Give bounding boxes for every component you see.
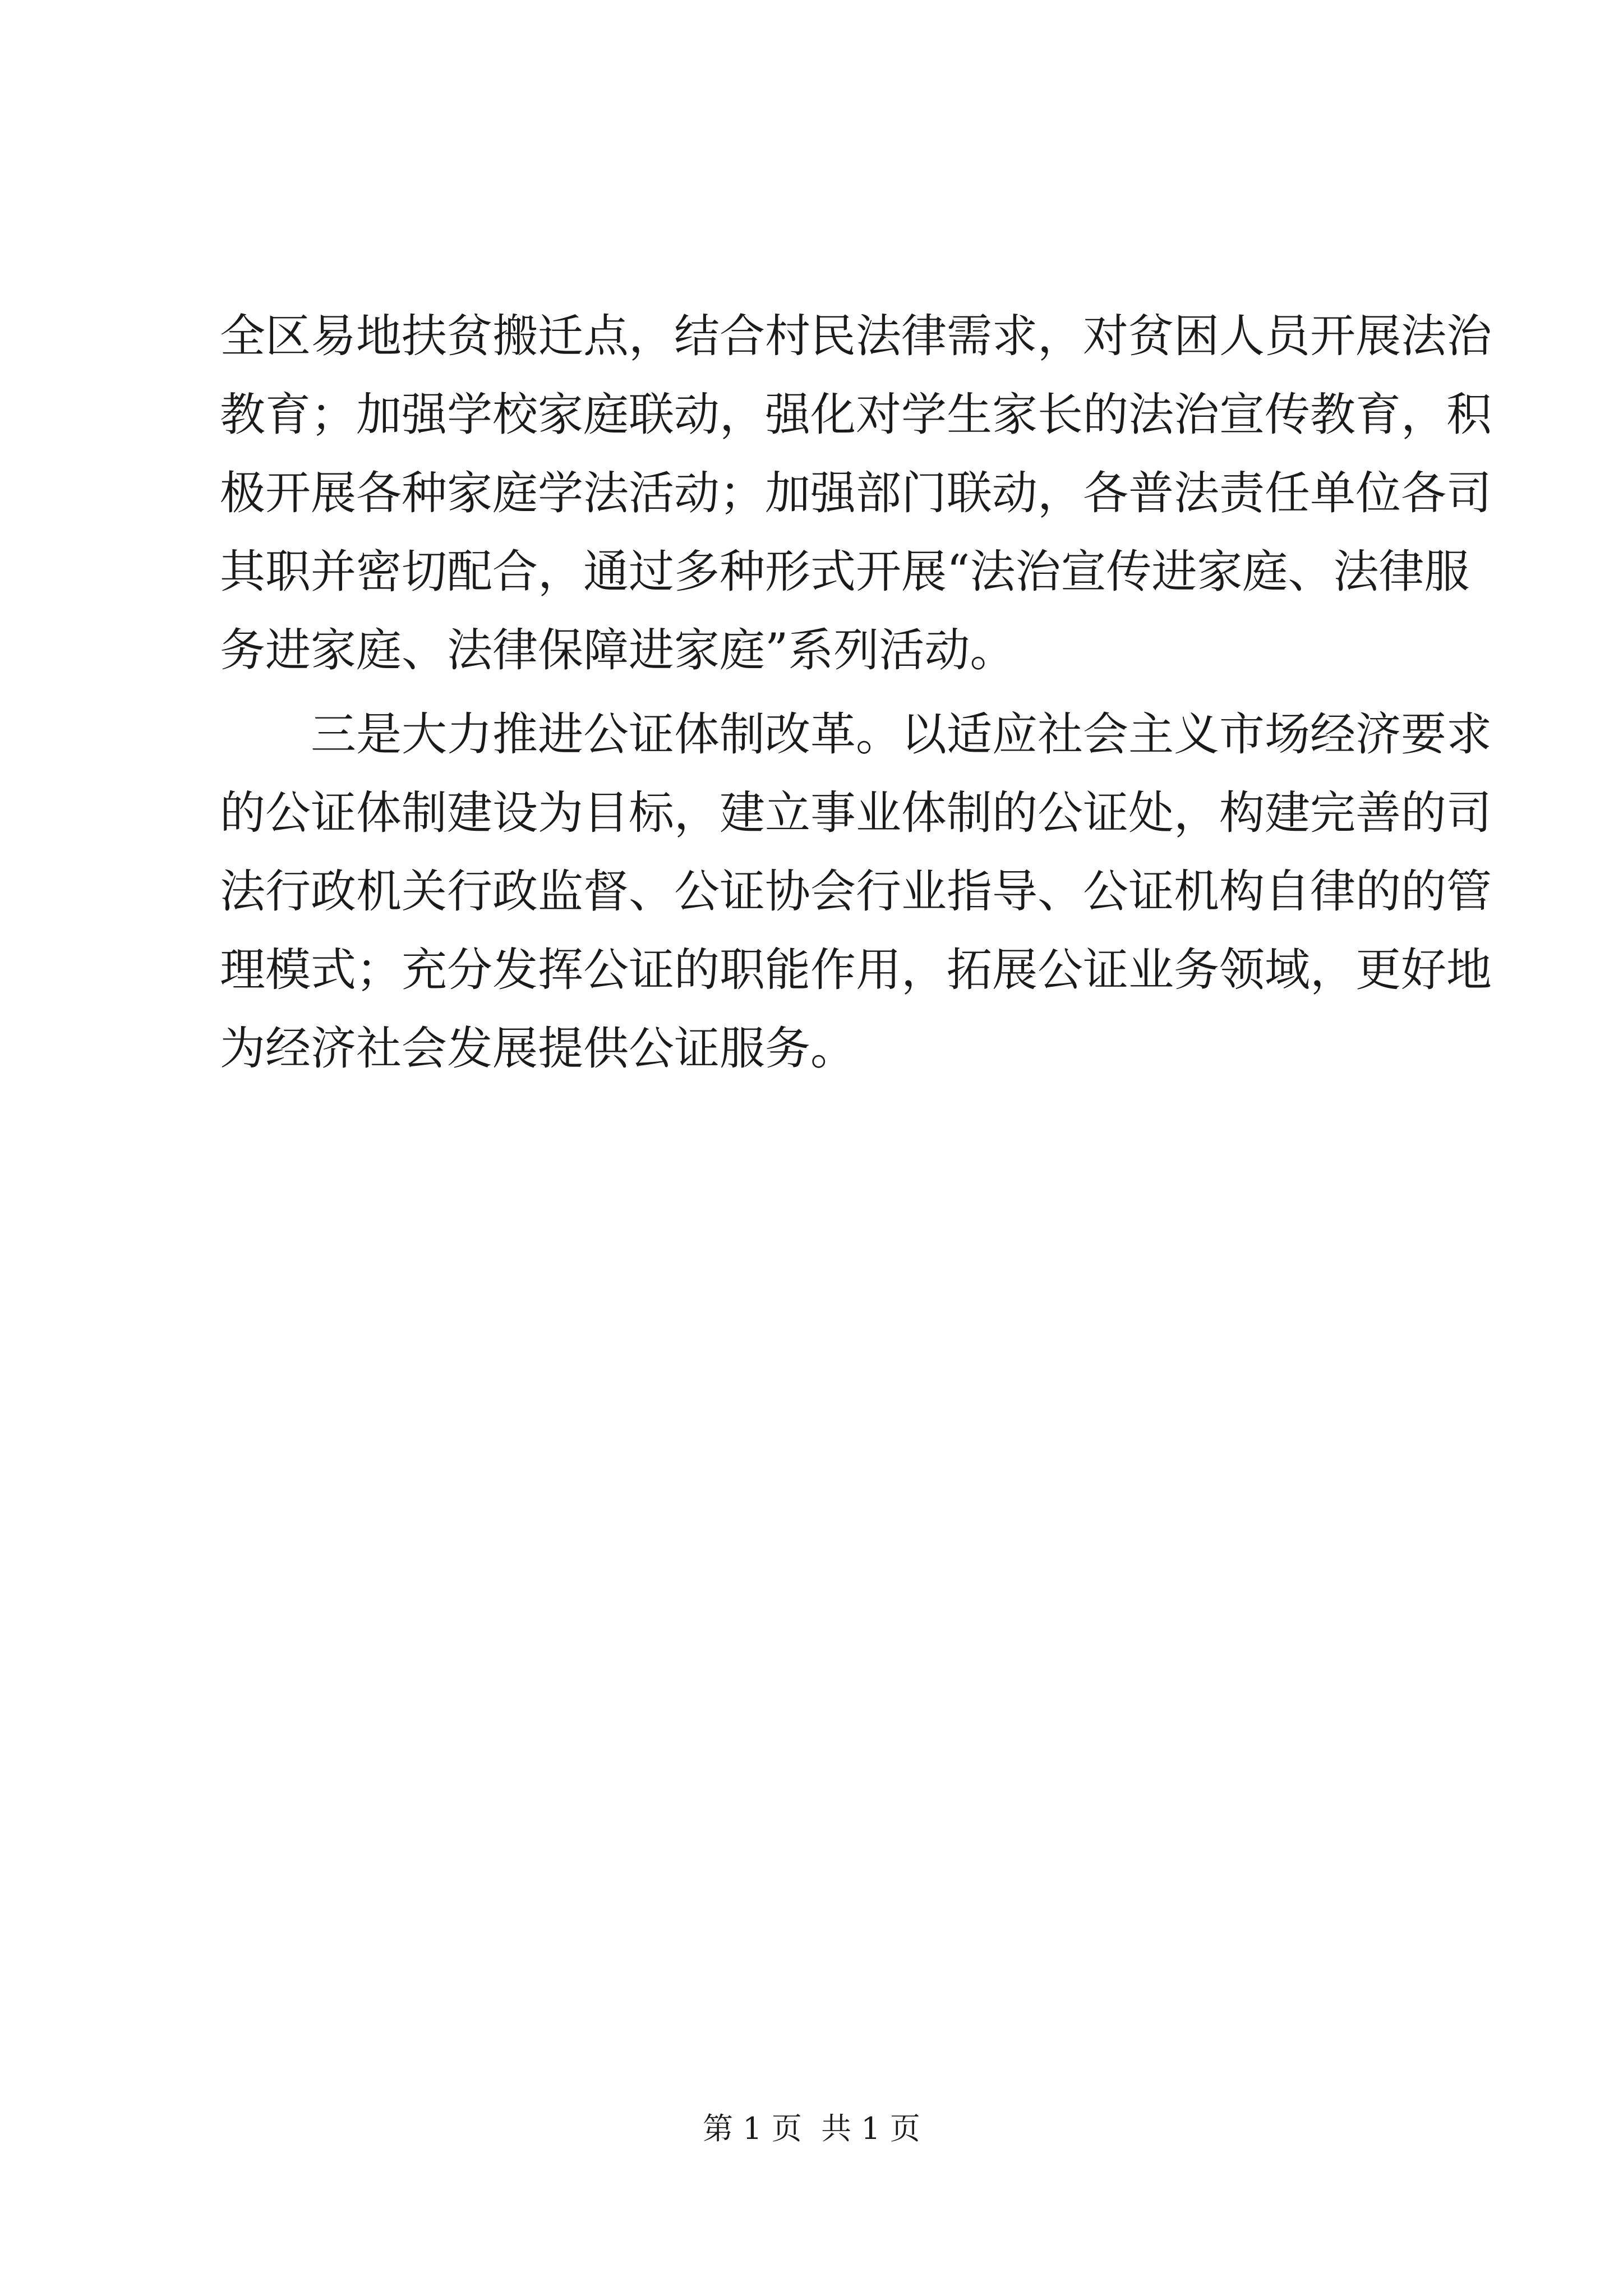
page-number-label: 第 1 页 共 1 页 bbox=[703, 2111, 920, 2146]
paragraph-line: 教育；加强学校家庭联动，强化对学生家长的法治宣传教育，积 bbox=[220, 389, 1492, 441]
paragraph-2 bbox=[220, 696, 1492, 1088]
paragraph-line: 三是大力推进公证体制改革。以适应社会主义市场经济要求 bbox=[311, 708, 1492, 761]
paragraph-line: 的公证体制建设为目标，建立事业体制的公证处，构建完善的司 bbox=[220, 787, 1492, 840]
paragraph-line: 务进家庭、法律保障进家庭”系列活动。 bbox=[220, 624, 1016, 677]
paragraph-line: 法行政机关行政监督、公证协会行业指导、公证机构自律的的管 bbox=[220, 866, 1492, 918]
paragraph-gap bbox=[220, 690, 1448, 696]
document-body bbox=[220, 297, 1492, 1088]
paragraph-line: 为经济社会发展提供公证服务。 bbox=[220, 1023, 856, 1075]
paragraph-1 bbox=[220, 297, 1492, 690]
paragraph-line: 全区易地扶贫搬迁点，结合村民法律需求，对贫困人员开展法治 bbox=[220, 310, 1492, 363]
paragraph-line: 理模式；充分发挥公证的职能作用，拓展公证业务领域，更好地 bbox=[220, 944, 1492, 997]
page-footer bbox=[0, 2109, 1623, 2148]
paragraph-line: 极开展各种家庭学法活动；加强部门联动，各普法责任单位各司 bbox=[220, 467, 1492, 520]
paragraph-line: 其职并密切配合，通过多种形式开展“法治宣传进家庭、法律服 bbox=[220, 546, 1470, 599]
